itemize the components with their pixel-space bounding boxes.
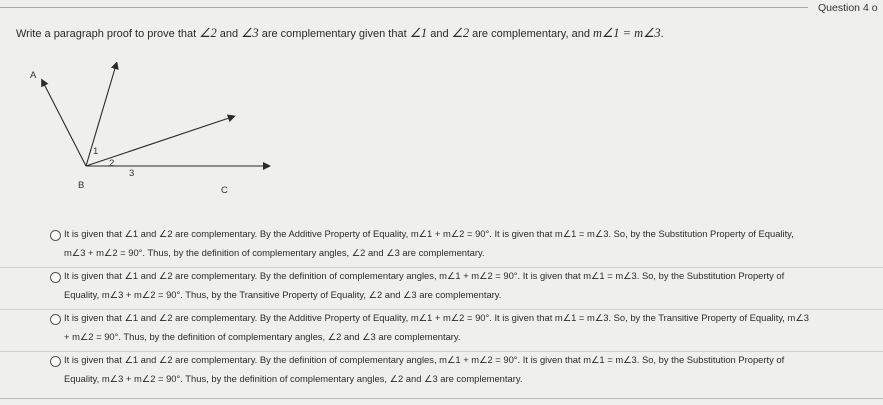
prompt-text: are complementary given that: [258, 28, 410, 40]
option-text: It is given that ∠1 and ∠2 are complementary. By the Additive Property of Equality, m∠1 + m∠2 = 90°. It is given that m∠1 = m∠3. So, by the Substitution Property of Equality,: [64, 228, 794, 239]
option-text: It is given that ∠1 and ∠2 are complementary. By the Additive Property of Equality, m∠1 + m∠2 = 90°. It is given that m∠1 = m∠3. So, by the Transitive Property of Equality, m∠3: [64, 312, 809, 323]
question-label: Question 4 o: [818, 2, 878, 14]
prompt-text: .: [660, 28, 664, 40]
angle-label-3: 3: [129, 168, 135, 179]
ray-diagonal: [86, 117, 232, 166]
prompt-math: m∠1 = m∠3: [593, 26, 661, 40]
ray-ba: [43, 82, 86, 166]
prompt-math: ∠1: [409, 26, 428, 40]
answer-option-c[interactable]: [0, 310, 883, 352]
header-divider: [0, 7, 808, 8]
answer-option-d[interactable]: [0, 352, 883, 393]
angle-label-2: 2: [109, 158, 115, 169]
option-text: It is given that ∠1 and ∠2 are complementary. By the definition of complementary angles, m∠1 + m∠2 = 90°. It is given that m∠1 = m∠3. So, by the Substitution Property of: [64, 354, 785, 365]
answer-option-a[interactable]: [0, 226, 883, 268]
option-text: Equality, m∠3 + m∠2 = 90°. Thus, by the definition of complementary angles, ∠2 and ∠3 are complementary.: [64, 373, 523, 384]
prompt-text: and: [216, 28, 242, 40]
radio-button[interactable]: [50, 230, 61, 241]
prompt-text: and: [427, 28, 452, 40]
angle-label-1: 1: [93, 146, 99, 157]
question-prompt: [16, 25, 664, 41]
radio-button[interactable]: [50, 314, 61, 325]
option-text: Equality, m∠3 + m∠2 = 90°. Thus, by the Transitive Property of Equality, ∠2 and ∠3 are complementary.: [64, 289, 502, 300]
point-label-a: A: [30, 70, 37, 81]
footer-divider: [0, 398, 883, 399]
ray-up: [86, 65, 116, 166]
prompt-math: ∠3: [241, 26, 259, 40]
angle-diagram: [22, 62, 272, 202]
answer-option-b[interactable]: [0, 268, 883, 310]
radio-button[interactable]: [50, 272, 61, 283]
prompt-math: ∠2: [451, 26, 470, 40]
answer-options: [0, 226, 883, 393]
option-text: It is given that ∠1 and ∠2 are complementary. By the definition of complementary angles, m∠1 + m∠2 = 90°. It is given that m∠1 = m∠3. So, by the Substitution Property of: [64, 270, 785, 281]
radio-button[interactable]: [50, 356, 61, 367]
point-label-b: B: [78, 180, 85, 191]
prompt-text: are complementary, and: [469, 28, 594, 40]
option-text: + m∠2 = 90°. Thus, by the definition of complementary angles, ∠2 and ∠3 are complementary.: [64, 331, 461, 342]
prompt-text: Write a paragraph proof to prove that: [16, 28, 200, 40]
prompt-math: ∠2: [199, 26, 217, 40]
option-text: m∠3 + m∠2 = 90°. Thus, by the definition of complementary angles, ∠2 and ∠3 are complementary.: [64, 247, 485, 258]
point-label-c: C: [221, 185, 228, 196]
